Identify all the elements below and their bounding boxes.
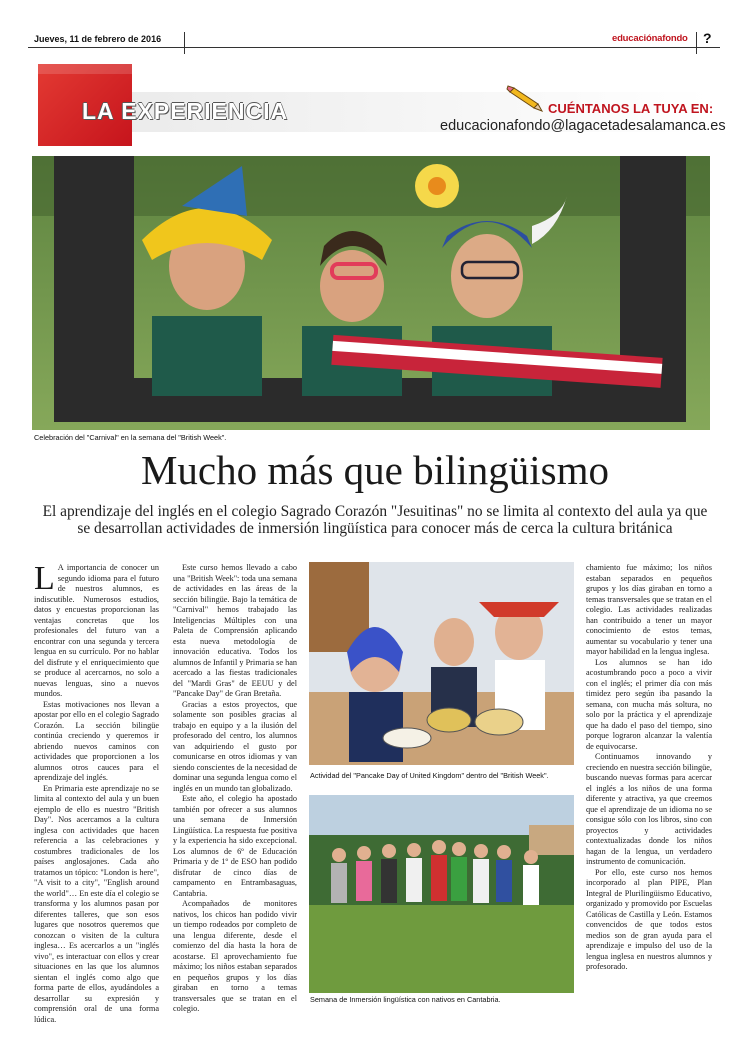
share-call-to-action: CUÉNTANOS LA TUYA EN: xyxy=(548,101,714,116)
pancake-photo-caption: Actividad del "Pancake Day of United Kingdom" dentro del "British Week". xyxy=(310,771,549,780)
header-rule xyxy=(28,47,720,48)
article-column-1 xyxy=(34,560,159,1024)
paragraph: Los alumnos se han ido acostumbrando poco a poco a vivir con el inglés; el primer día con más timidez pero según iba pasando la semana, con mucha más soltura, no solo por la práctica y el aprendizaje que ha dado el paso del tiempo, sino porque lograron alcanzar la valentía de equivocarse. xyxy=(586,657,712,751)
page-mark: ? xyxy=(703,30,712,46)
section-title: LA EXPERIENCIA xyxy=(82,98,289,124)
paragraph: Gracias a estos proyectos, que solamente son posibles gracias al trabajo en equipo y a la ilusión del profesorado del centro, los alumnos van adquiriendo el gusto por comunicarse en otros idiomas y van siendo conscientes de la necesidad de dominar una segunda lengua como el inglés en un mundo tan globalizado. xyxy=(173,699,297,793)
paragraph: A importancia de conocer un segundo idioma para el futuro de nuestros alumnos, es indiscutible. Numerosos estudios, datos y encuestas proporcionan las ventajas concretas que los profesionales del futuro van a encontrar con una segunda y tercera lengua en su currículo. Por no hablar del disfrute y el enriquecimiento que se produce al acercarnos, no solo a nuevas lenguas, sino a nuevos mundos. xyxy=(34,563,159,698)
article-subheadline: El aprendizaje del inglés en el colegio Sagrado Corazón "Jesuitinas" no se limita al contexto del aula ya que se desarrollan actividades de inmersión lingüística para conocer más de cerca la cultura británica xyxy=(42,503,708,537)
paragraph: Estas motivaciones nos llevan a apostar por ello en el colegio Sagrado Corazón. La sección bilingüe continúa creciendo y queremos ir abriendo nuevos caminos con actividades que proporcionen a los alumnos otros cauces para el aprendizaje del inglés. xyxy=(34,699,159,782)
pancake-day-photo xyxy=(309,562,574,765)
paragraph: Este año, el colegio ha apostado también por ofrecer a sus alumnos una semana de Inmersión Lingüística. La respuesta fue positiva y la experiencia ha sido excepcional. Los alumnos de 6º de Educación Primaria y de 1º de ESO han podido disfrutar de cinco días de campamento en Entrambasaguas, Cantabria. xyxy=(173,794,297,898)
paragraph: Acompañados de monitores nativos, los chicos han podido vivir un tiempo rodeados por completo de una lengua diferente, desde el comienzo del día hasta la hora de acostarse. El aprovechamiento fue máximo; los niños estaban separados en pequeños grupos y los días giraban en torno a temas transversales que se tratan en el colegio. xyxy=(173,899,297,1013)
article-headline: Mucho más que bilingüismo xyxy=(140,447,610,493)
issue-date: Jueves, 11 de febrero de 2016 xyxy=(34,34,162,44)
paragraph: Continuamos innovando y creciendo en nuestra sección bilingüe, buscando nuevas formas para acercar el inglés a los niños de una forma diferente y atractiva, ya que creemos que el aprendizaje de un idioma no se consigue sólo con los libros, sino con proyectos y actividades contextualizadas donde los niños hagan de la lengua, un verdadero instrumento de comunicación. xyxy=(586,752,712,866)
header-divider-right xyxy=(696,32,697,54)
carnival-photo xyxy=(32,156,710,430)
article-column-2 xyxy=(173,563,297,1013)
paragraph: Este curso hemos llevado a cabo una "British Week": toda una semana de actividades en las áreas de la sección bilingüe. Bajo la temática de "Carnival" hemos trabajado las Inteligencias Múltiples con una Paleta de Comprensión aplicando esta nueva metodología de innovación educativa. Todos los alumnos de Infantil y Primaria se han acercado a las fiestas tradicionales del "Mardi Gras" de EEUU y del "Pancake Day" de Gran Bretaña. xyxy=(173,563,297,698)
group-immersion-photo xyxy=(309,795,574,993)
article-column-3 xyxy=(586,563,712,1037)
carnival-photo-caption: Celebración del "Carnival" en la semana del "British Week". xyxy=(34,433,227,442)
paragraph: Por ello, este curso nos hemos incorporado al plan PIPE, Plan Integral de Plurilingüismo Educativo, organizado y promovido por Escuelas Católicas de Castilla y León. Estamos convencidos de que todos estos medios son de gran ayuda para el aprendizaje e impulso del uso de la lengua inglesa en nuestros alumnos y profesorado. xyxy=(586,867,712,971)
drop-cap: L xyxy=(34,560,55,597)
paragraph: En Primaria este aprendizaje no se limita al contexto del aula y un buen ejemplo de ello es nuestro "British Day". Nos acercamos a la cultura inglesa con actividades que hacen referencia a las celebraciones y costumbres tradicionales de los países anglosajones. Cada año tratamos un tópico: "London is here", "A visit to a city", "English around the world"… En este día el colegio se transforma y los alumnos pasan por diferentes talleres, que son esos lugares que nosotros queremos que conozcan o visiten de la cultura inglesa… Es acercarlos a un "inglés vivo", es interactuar con ellos y crear situaciones en las que los alumnos sientan el inglés como algo que forma parte de ellos, ayudándoles a desarrollar su expresión y comprensión oral de una forma lúdica. xyxy=(34,783,159,1024)
section-brand: educaciónafondo xyxy=(612,33,688,44)
header-divider xyxy=(184,32,185,54)
pencil-icon xyxy=(504,82,544,112)
paragraph: chamiento fue máximo; los niños estaban separados en pequeños grupos y los días giraban en torno a temas transversales que se tratan en el colegio. Las actividades realizadas han contribuido a tener un mayor conocimiento de estos temas, aumentar su vocabulario y tener una mayor habilidad en la lengua inglesa. xyxy=(586,563,712,656)
share-email-link[interactable]: educacionafondo@lagacetadesalamanca.es xyxy=(440,118,726,134)
group-photo-caption: Semana de Inmersión lingüística con nativos en Cantabria. xyxy=(310,995,501,1004)
